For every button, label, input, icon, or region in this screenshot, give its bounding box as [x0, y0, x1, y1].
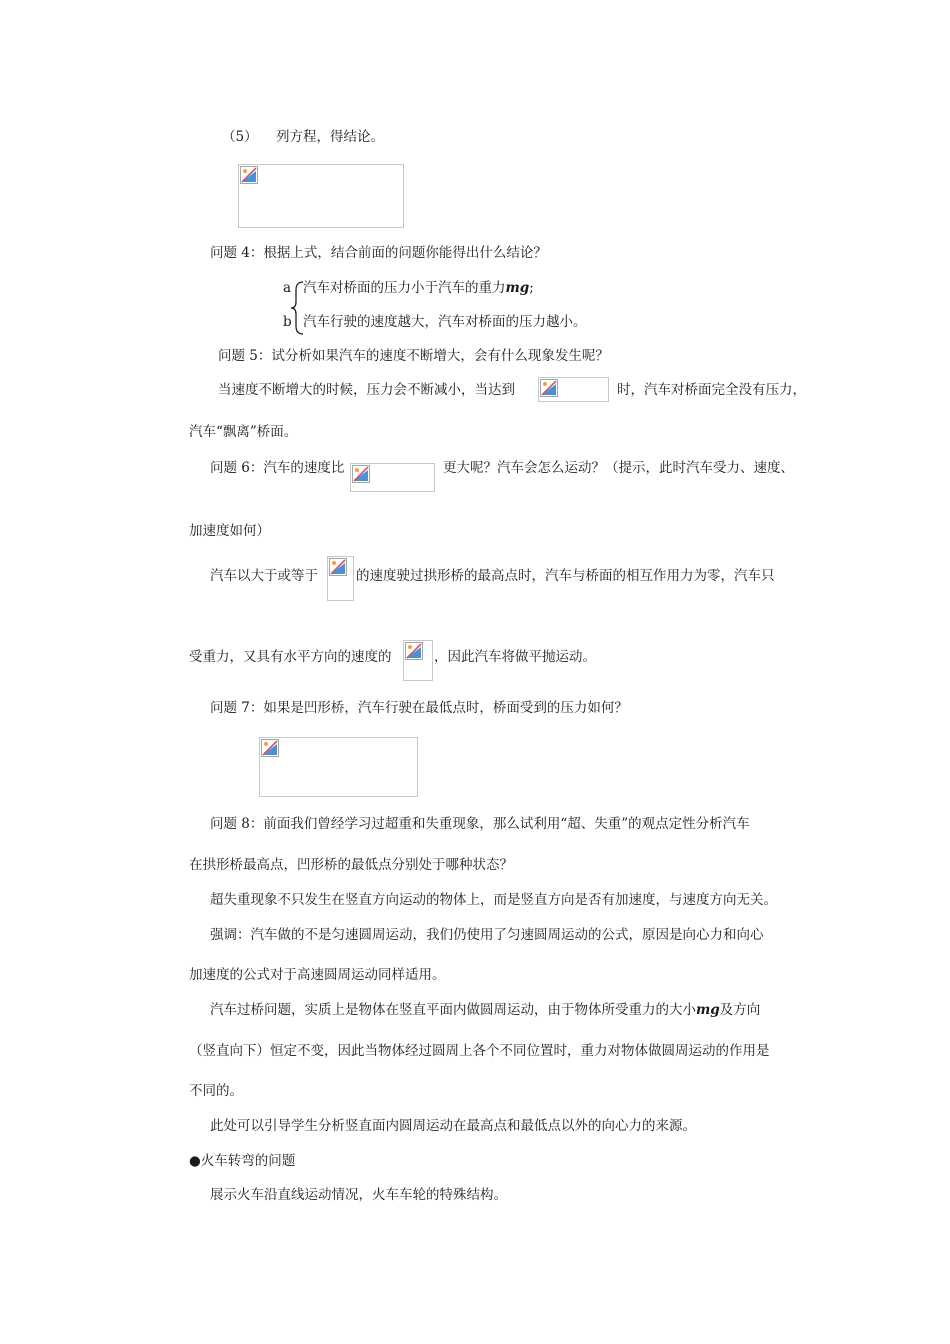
question-6-end: 更大呢？汽车会怎么运动？（提示，此时汽车受力、速度、: [443, 460, 794, 476]
paragraph-1-start: 当速度不断增大的时候，压力会不断减小，当达到: [218, 382, 515, 398]
paragraph-5-line3: 不同的。: [189, 1083, 243, 1099]
step-number: （5）: [222, 129, 258, 145]
paragraph-5-line2: （竖直向下）恒定不变，因此当物体经过圆周上各个不同位置时，重力对物体做圆周运动的作用是: [189, 1043, 770, 1059]
question-8-line1: 问题 8：前面我们曾经学习过超重和失重现象，那么试利用“超、失重”的观点定性分析汽车: [210, 816, 750, 832]
broken-image-icon: [329, 558, 347, 576]
paragraph-3: 超失重现象不只发生在竖直方向运动的物体上，而是竖直方向是否有加速度，与速度方向无关。: [210, 892, 777, 908]
paragraph-4-line1: 强调：汽车做的不是匀速圆周运动，我们仍使用了匀速圆周运动的公式，原因是向心力和向心: [210, 927, 764, 943]
section-heading: [189, 1151, 295, 1171]
conclusion-a: [303, 278, 534, 298]
mg-symbol: mg: [505, 280, 530, 296]
question-8-line2: 在拱形桥最高点，凹形桥的最低点分别处于哪种状态？: [189, 857, 513, 873]
broken-image-icon: [240, 166, 258, 184]
paragraph-5-line1-start: 汽车过桥问题，实质上是物体在竖直平面内做圆周运动，由于物体所受重力的大小: [210, 1002, 696, 1018]
question-6-start: 问题 6：汽车的速度比: [210, 460, 345, 476]
broken-image-icon: [352, 465, 370, 483]
inline-formula-image: [403, 640, 433, 681]
paragraph-1-line2: 汽车“飘离”桥面。: [189, 424, 298, 440]
paragraph-4-line2: 加速度的公式对于高速圆周运动同样适用。: [189, 967, 446, 983]
conclusion-b-label: b: [283, 314, 292, 330]
bullet-icon: ●: [189, 1153, 201, 1169]
equation-image: [238, 164, 404, 228]
inline-formula-image: [350, 463, 435, 492]
paragraph-2-end: 的速度驶过拱形桥的最高点时，汽车与桥面的相互作用力为零，汽车只: [356, 568, 775, 584]
paragraph-2-line2-start: 受重力，又具有水平方向的速度的: [189, 649, 392, 665]
question-7: 问题 7：如果是凹形桥，汽车行驶在最低点时，桥面受到的压力如何？: [210, 700, 628, 716]
paragraph-1-end: 时，汽车对桥面完全没有压力，: [617, 382, 806, 398]
broken-image-icon: [405, 642, 423, 660]
conclusion-b-text: 汽车行驶的速度越大，汽车对桥面的压力越小。: [303, 314, 587, 330]
conclusion-a-label: a: [283, 280, 292, 296]
mg-symbol: mg: [696, 1002, 720, 1018]
broken-image-icon: [261, 739, 279, 757]
inline-formula-image: [538, 377, 609, 402]
paragraph-6: 此处可以引导学生分析竖直面内圆周运动在最高点和最低点以外的向心力的来源。: [210, 1118, 696, 1134]
conclusion-a-end: ;: [529, 280, 534, 296]
paragraph-7: 展示火车沿直线运动情况，火车车轮的特殊结构。: [210, 1187, 507, 1203]
paragraph-2-start: 汽车以大于或等于: [210, 568, 318, 584]
paragraph-2-line2-end: ，因此汽车将做平抛运动。: [434, 649, 596, 665]
question-6-line2: 加速度如何）: [189, 523, 270, 539]
paragraph-5-line1: [210, 1000, 760, 1020]
broken-image-icon: [540, 379, 558, 397]
equation-image: [259, 737, 418, 797]
paragraph-5-line1-end: 及方向: [719, 1002, 761, 1018]
conclusion-a-text: 汽车对桥面的压力小于汽车的重力: [303, 280, 506, 296]
inline-formula-image: [327, 556, 354, 601]
step-text: 列方程，得结论。: [276, 129, 384, 145]
question-5: 问题 5：试分析如果汽车的速度不断增大，会有什么现象发生呢？: [218, 348, 609, 364]
question-4: 问题 4：根据上式，结合前面的问题你能得出什么结论？: [210, 245, 547, 261]
section-title: 火车转弯的问题: [200, 1153, 296, 1169]
